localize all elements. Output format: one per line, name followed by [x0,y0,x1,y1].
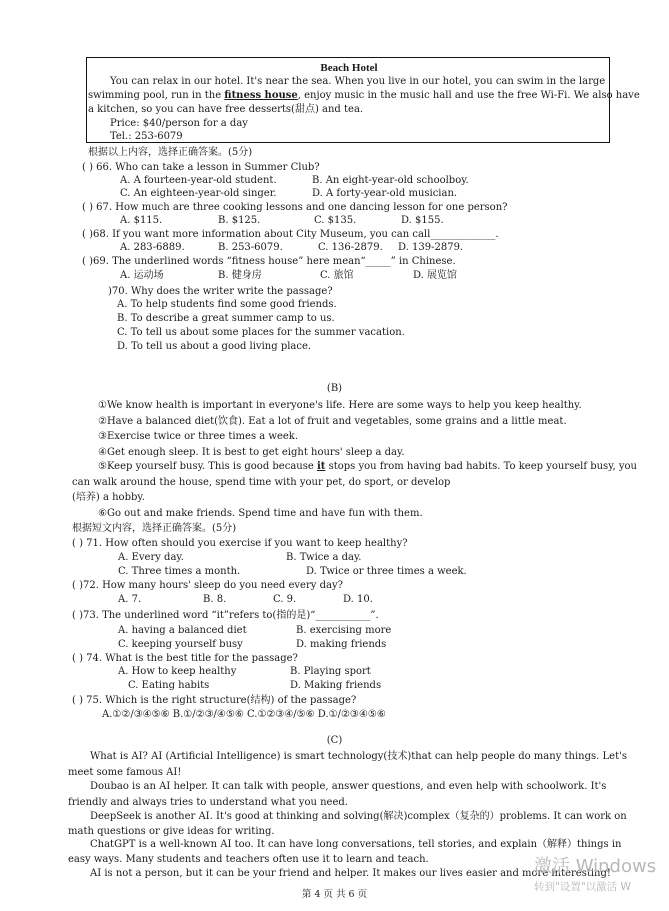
q72-option-a: A. 7. [118,594,142,605]
passage-c-line-6: math questions or give ideas for writing. [68,826,275,837]
q72-option-b: B. 8. [203,594,227,605]
question-73: ( )73. The underlined word “it”refers to(指的是)“___________”. [72,610,379,621]
ad-line-3: a kitchen, so you can have free desserts(甜点) and tea. [88,104,364,115]
it-underlined: it [316,461,326,472]
q68-option-c: C. 136-2879. [318,242,383,253]
q75-options: A.①②/③④⑤⑥ B.①/②③/④⑤⑥ C.①②③④/⑤⑥ D.①/②③④⑤⑥ [102,709,386,720]
q69-option-c: C. 旅馆 [320,270,354,281]
q66-option-b: B. An eight-year-old schoolboy. [312,175,469,186]
passage-c-line-9: AI is not a person, but it can be your friend and helper. It makes our lives easier and more interesting! [90,868,611,879]
q68-option-a: A. 283-6889. [120,242,185,253]
ad-line-1: You can relax in our hotel. It's near the sea. When you live in our hotel, you can swim in the large [110,76,606,87]
ad-tel: Tel.: 253-6079 [110,131,183,142]
section-c-title: (C) [326,735,343,746]
passage-b-para-5: ⑤Keep yourself busy. This is good because it stops you from having bad habits. To keep yourself busy, you [98,461,637,472]
q72-option-c: C. 9. [273,594,297,605]
passage-b-para-3: ③Exercise twice or three times a week. [98,431,299,442]
question-72: ( )72. How many hours' sleep do you need every day? [72,580,343,591]
q66-option-d: D. A forty-year-old musician. [312,188,458,199]
q73-option-a: A. having a balanced diet [118,625,247,636]
question-66: ( ) 66. Who can take a lesson in Summer Club? [82,162,320,173]
question-68: ( )68. If you want more information about City Museum, you can call_____________. [82,229,499,240]
fitness-house-underlined: fitness house [224,90,298,101]
q74-option-d: D. Making friends [290,680,382,691]
q73-option-c: C. keeping yourself busy [118,639,243,650]
part-a-instruction: 根据以上内容，选择正确答案。(5分) [88,147,253,158]
q69-option-b: B. 健身房 [218,270,262,281]
part-b-instruction: 根据短文内容，选择正确答案。(5分) [72,523,237,534]
q73-option-d: D. making friends [296,639,387,650]
q70-option-b: B. To describe a great summer camp to us. [117,313,335,324]
q70-option-d: D. To tell us about a good living place. [117,341,312,352]
q67-option-b: B. $125. [218,215,261,226]
q66-option-a: A. A fourteen-year-old student. [120,175,277,186]
passage-b-para-5-line-3: (培养) a hobby. [72,492,145,503]
passage-c-line-8: easy ways. Many students and teachers often use it to learn and teach. [68,854,429,865]
q67-option-c: C. $135. [314,215,357,226]
q74-option-b: B. Playing sport [290,666,371,677]
question-70: )70. Why does the writer write the passage? [108,286,333,297]
q67-option-d: D. $155. [401,215,444,226]
q70-option-a: A. To help students find some good friends. [117,299,337,310]
passage-b-para-1: ①We know health is important in everyone's life. Here are some ways to help you keep healthy. [98,400,582,411]
passage-c-line-3: Doubao is an AI helper. It can talk with people, answer questions, and even help with schoolwork. It's [90,781,607,792]
question-67: ( ) 67. How much are three cooking lessons and one dancing lesson for one person? [82,202,508,213]
passage-c-line-1: What is AI? AI (Artificial Intelligence) is smart technology(技术)that can help people do many things. Let's [90,751,627,762]
q71-option-d: D. Twice or three times a week. [306,566,467,577]
ad-title: Beach Hotel [320,62,378,74]
section-b-title: (B) [326,383,343,394]
windows-activation-watermark: 激活 Windows [534,856,657,877]
passage-c-line-5: DeepSeek is another AI. It's good at thinking and solving(解决)complex（复杂的）problems. It can work on [90,811,627,822]
q72-option-d: D. 10. [343,594,373,605]
q67-option-a: A. $115. [120,215,163,226]
passage-c-line-2: meet some famous AI! [68,767,182,778]
passage-c-line-4: friendly and always tries to understand what you need. [68,797,348,808]
question-69: ( )69. The underlined words “fitness house” here mean“_____” in Chinese. [82,256,456,267]
passage-b-para-4: ④Get enough sleep. It is best to get eight hours' sleep a day. [98,447,405,458]
ad-price: Price: $40/person for a day [110,118,248,129]
q69-option-a: A. 运动场 [120,270,164,281]
question-74: ( ) 74. What is the best title for the passage? [72,653,298,664]
question-75: ( ) 75. Which is the right structure(结构) of the passage? [72,695,357,706]
q71-option-b: B. Twice a day. [286,552,362,563]
q71-option-c: C. Three times a month. [118,566,241,577]
page-footer: 第 4 页 共 6 页 [301,889,368,900]
q69-option-d: D. 展览馆 [413,270,458,281]
ad-line-2: swimming pool, run in the fitness house, enjoy music in the music hall and use the free Wi-Fi. We also have [88,90,640,101]
passage-b-para-2: ②Have a balanced diet(饮食). Eat a lot of fruit and vegetables, some grains and a little meat. [98,416,567,427]
passage-b-para-6: ⑥Go out and make friends. Spend time and have fun with them. [98,508,423,519]
question-71: ( ) 71. How often should you exercise if you want to keep healthy? [72,538,408,549]
q74-option-a: A. How to keep healthy [118,666,237,677]
q68-option-b: B. 253-6079. [218,242,283,253]
q68-option-d: D. 139-2879. [398,242,464,253]
q66-option-c: C. An eighteen-year-old singer. [120,188,277,199]
q74-option-c: C. Eating habits [128,680,210,691]
passage-c-line-7: ChatGPT is a well-known AI too. It can have long conversations, tell stories, and explain（解释）things in [90,839,622,850]
passage-b-para-5-line-2: can walk around the house, spend time with your pet, do sport, or develop [72,477,451,488]
q71-option-a: A. Every day. [118,552,184,563]
q70-option-c: C. To tell us about some places for the summer vacation. [117,327,405,338]
q73-option-b: B. exercising more [296,625,392,636]
windows-activation-hint: 转到"设置"以激活 W [534,881,631,893]
